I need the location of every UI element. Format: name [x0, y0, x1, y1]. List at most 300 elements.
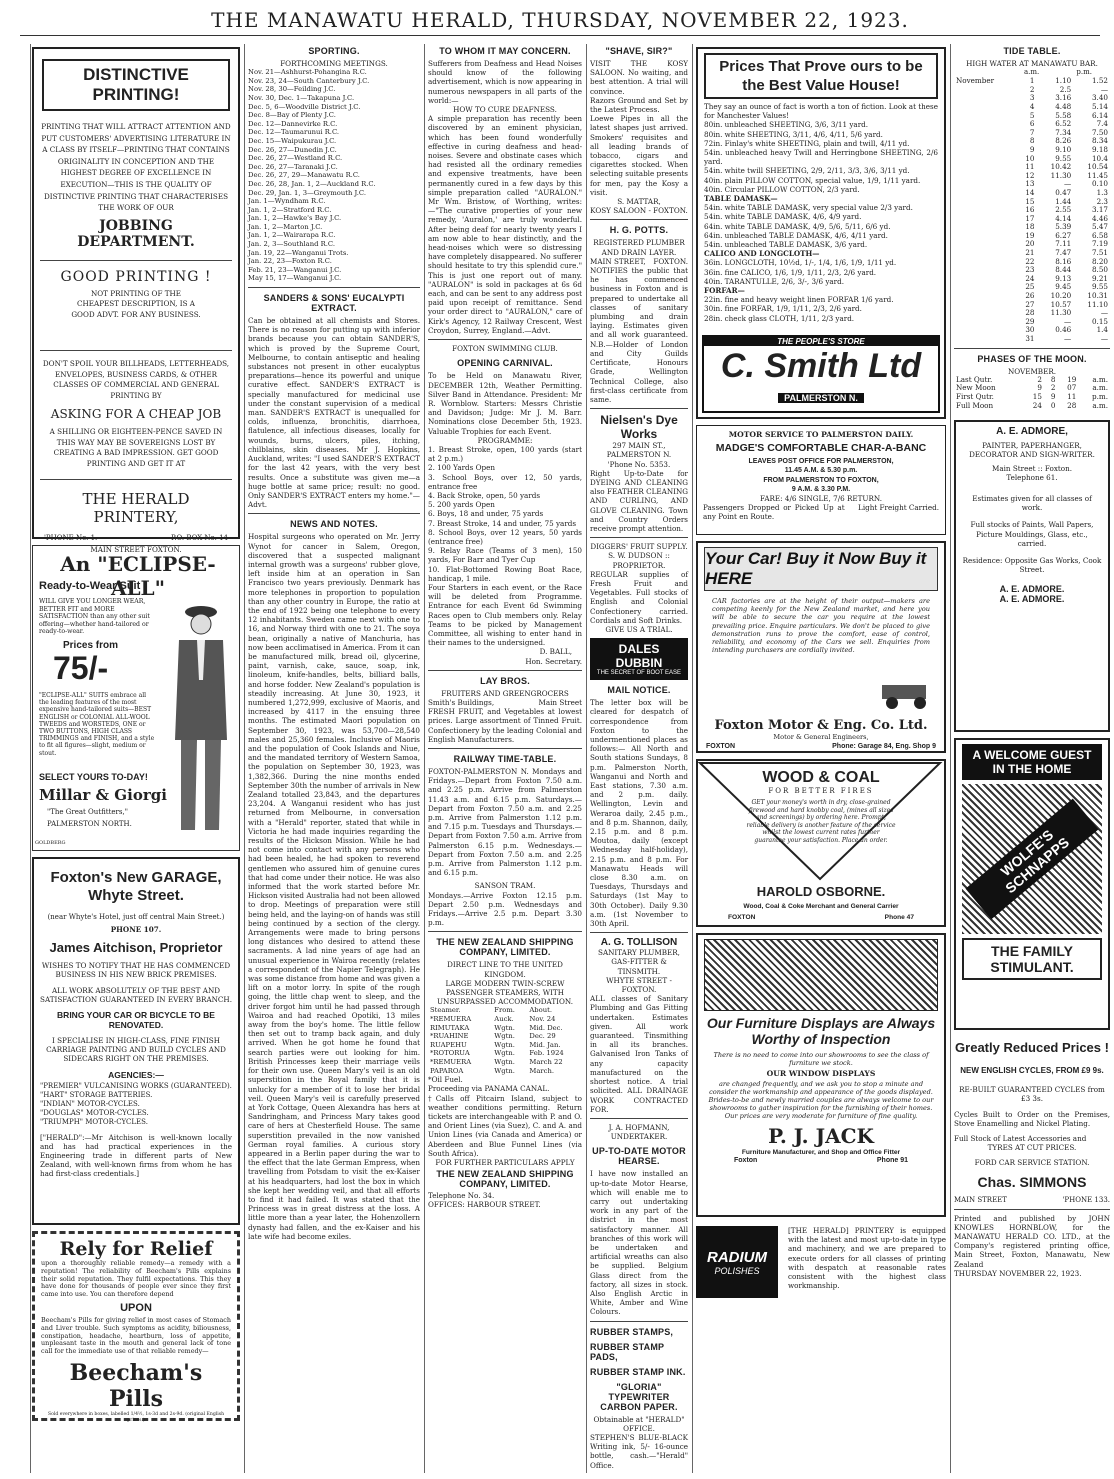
tide-spacer	[954, 275, 1017, 284]
pm-label: p.m.	[1076, 68, 1092, 77]
tide-day: 22	[1025, 256, 1035, 266]
tide-pm: —	[1100, 84, 1108, 94]
damask-item: 54in. white TABLE DAMASK, very special value 2/3 yard.	[704, 203, 913, 213]
how-heading: HOW TO CURE DEAFNESS.	[453, 105, 557, 115]
admore: A. E. ADMORE,	[996, 426, 1068, 438]
ship-from: Wgtn.	[494, 1023, 515, 1032]
eclipse-price: 75/-	[53, 650, 109, 686]
sanson-body: Mondays.—Arrive Foxton 12.15 p.m. Depart 2.50 p.m. Wednesdays and Fridays.—Arrive 2.5 p.m. Depart 3.30 p.m.	[428, 890, 582, 928]
osborne-phone: Phone 47	[884, 914, 914, 921]
rubber-ink: RUBBER STAMP INK.	[590, 1366, 686, 1377]
ship-from: Wgtn.	[494, 1032, 515, 1041]
hearse-body: I have now installed an up-to-date Motor Hearse, which will enable me to carry out undertaking work in any part of the district in the most satisfactory manner. All branches of this work will be undertaken and artificial wreaths can also be supplied. Belgium Glass direct from the factory, all sizes in stock. Also English Arctic in White, Amber and Wine Colours.	[590, 1169, 688, 1317]
ship-name: PAPAROA	[430, 1066, 464, 1075]
meeting-item: Jan. 1, 2—Wairarapa R.C.	[248, 231, 336, 240]
smith-buildings: Smith's Buildings,	[428, 698, 495, 707]
ships-table	[428, 1006, 582, 1075]
admore-sub: PAINTER, PAPERHANGER, DECORATOR AND SIGN-WRITER.	[969, 441, 1095, 460]
meeting-item: Nov. 30, Dec. 1—Takapuna J.C.	[248, 93, 355, 102]
tide-pm: 0.15	[1091, 316, 1108, 326]
potts-foxton: FOXTON.	[653, 256, 688, 266]
fare: FARE: 4/6 SINGLE, 7/6 RETURN.	[759, 494, 883, 504]
furniture-2: are changed frequently, and we ask you to stop a minute and consider the workmanship and appearance of the goods displayed. Brides-to-be and newly married couples are always welcome to our showrooms to gather inspiration for the furnishing of their homes. Our prices are very moderate for furniture of fine quality.	[708, 1080, 934, 1121]
news-heading: NEWS AND NOTES.	[290, 519, 378, 530]
tide-spacer	[954, 318, 1017, 327]
tide-day: 18	[1025, 222, 1035, 232]
simmons-street: MAIN STREET	[954, 1195, 1007, 1204]
potts: H. G. POTTS.	[609, 225, 669, 236]
meeting-item: Dec. 26, 27, 29—Manawatu R.C.	[248, 171, 360, 180]
tide-spacer	[954, 120, 1017, 129]
new-cycles: NEW ENGLISH CYCLES, FROM £9 9s.	[960, 1066, 1104, 1076]
give-trial: GIVE US A TRIAL.	[605, 624, 673, 634]
tide-am: 8.26	[1055, 136, 1072, 146]
meeting-item: Jan. 19, 22—Wanganui Trots.	[248, 248, 349, 257]
meeting-item: Jan. 1, 2—Stratford R.C.	[248, 205, 332, 214]
ship-date: March 22	[529, 1058, 563, 1067]
good-printing: GOOD PRINTING !	[60, 268, 212, 285]
programme: PROGRAMME:	[477, 435, 533, 445]
prices-intro: They say an ounce of fact is worth a ton of fiction. Look at these for Manchester Values!	[704, 102, 938, 121]
phases-heading: PHASES OF THE MOON.	[977, 353, 1087, 364]
tide-am: 10.57	[1050, 299, 1072, 309]
tide-day: 21	[1025, 248, 1035, 258]
tide-day: 9	[1029, 144, 1035, 154]
wolfes-ad	[954, 738, 1110, 1030]
tide-am: 10.42	[1050, 162, 1072, 172]
calico-item: 40in. TARANTULLE, 2/6, 3/-, 3/6 yard.	[704, 276, 844, 286]
jobbing: JOBBING DEPARTMENT.	[77, 217, 195, 250]
garage-phone: PHONE 107.	[110, 925, 162, 934]
ship-date: Feb. 1924	[529, 1049, 564, 1058]
tide-day: 28	[1025, 308, 1035, 318]
yourcar-banner: Your Car! Buy it Now Buy it HERE	[704, 547, 938, 591]
telephone: Telephone No. 34.	[428, 1191, 495, 1201]
meeting-item: Dec. 26, 27—Westland R.C.	[248, 154, 343, 163]
sheet-item: 80in. white SHEETING, 3/11, 4/6, 4/11, 5/6 yard.	[704, 129, 883, 139]
tide-spacer	[954, 240, 1017, 249]
tollison: A. G. TOLLISON	[600, 937, 678, 949]
tide-pm: 7.4	[1096, 119, 1108, 129]
tide-spacer	[954, 309, 1017, 318]
family-stimulant: THE FAMILY STIMULANT.	[962, 938, 1102, 980]
moon-cell: 9	[1037, 383, 1042, 393]
sheet-item: 80in. unbleached SHEETING, 3/6, 3/11 yard.	[704, 120, 869, 130]
fruit-body: FRESH FRUIT, and Vegetables at lowest prices. Large assortment of Tinned Fruit. Confectionery by the leading Colonial and English Manufacturers.	[428, 707, 582, 744]
herald-printery-note: [THE HERALD] PRINTERY is equipped with the latest and most up-to-date in type and machinery, and we are prepared to execute orders for all classes of printing with despatch at reasonable rates consistent with the highest class workmanship.	[788, 1226, 946, 1291]
stock-accessories: Full Stock of Latest Accessories and	[954, 1134, 1087, 1143]
fme-phone: Phone: Garage 84, Eng. Shop 9	[832, 743, 936, 750]
tide-pm: 9.55	[1091, 282, 1108, 292]
ship-date: March.	[529, 1066, 554, 1075]
moon-cell: 9	[1050, 392, 1056, 401]
tide-pm: 5.14	[1091, 101, 1108, 111]
window-displays: OUR WINDOW DISPLAYS	[766, 1069, 876, 1078]
ship-name: *REMUERA	[430, 1058, 472, 1067]
tide-am: —	[1064, 179, 1072, 189]
moon-cell: a.m.	[1092, 400, 1108, 410]
tide-day: 29	[1025, 316, 1035, 326]
meeting-item: Dec. 26, 27—Taranaki J.C.	[248, 162, 338, 171]
shave-body: VISIT THE KOSY SALOON. No waiting, and best attention. A trial will convince.	[590, 59, 688, 96]
bills-body: DON'T SPOIL YOUR BILLHEADS, LETTERHEADS, ENVELOPES, BUSINESS CARDS, & OTHER CLASSES OF COMMERCIAL AND GENERAL PRINTING BY	[42, 359, 230, 400]
moon-cell: 2	[1037, 374, 1042, 384]
garage-near: (near Whyte's Hotel, just off central Main Street.)	[47, 913, 225, 921]
meeting-item: Jan. 1—Wyndham R.C.	[248, 197, 326, 206]
damask-item: 54in. white TABLE DAMASK, 4/6, 4/9 yard.	[704, 212, 862, 222]
column-3	[428, 44, 582, 1473]
printing-title: DISTINCTIVE PRINTING!	[42, 59, 230, 111]
tide-am: 1.44	[1055, 196, 1072, 206]
mail-heading: MAIL NOTICE.	[607, 685, 671, 696]
tide-spacer	[954, 129, 1017, 138]
meeting-item: Dec. 29, Jan. 1, 3—Greymouth J.C.	[248, 188, 367, 197]
sanders-heading: SANDERS & SONS' EUCALYPTI EXTRACT.	[263, 293, 405, 314]
madge: MADGE'S COMFORTABLE CHAR-A-BANC	[715, 442, 927, 455]
tide-pm: 6.14	[1091, 110, 1108, 120]
furniture-1: There is no need to come into our showrooms to see the class of furniture we stock.	[713, 1051, 929, 1067]
peoples-store: THE PEOPLE'S STORE	[704, 337, 938, 346]
moon-cell: 11	[1067, 392, 1077, 401]
prices-from: Prices from	[63, 640, 119, 651]
meeting-item: May 15, 17—Wanganui J.C.	[248, 274, 342, 283]
ship-name: *REMUERA	[430, 1015, 472, 1024]
dales-dubbin: DALES DUBBIN	[615, 642, 663, 671]
moon-table	[954, 376, 1110, 410]
beechams-ad	[32, 1231, 240, 1421]
goldberg: GOLDBERG	[35, 840, 66, 846]
tide-spacer	[954, 266, 1017, 275]
tide-spacer	[954, 189, 1017, 198]
tide-day: 13	[1025, 179, 1035, 189]
meeting-item: Dec. 8—Bay of Plenty J.C.	[248, 111, 336, 120]
tide-pm: 6.58	[1091, 230, 1108, 240]
tide-pm: 2.3	[1096, 196, 1108, 206]
tide-pm: 7.51	[1091, 248, 1108, 258]
tide-pm: —	[1100, 334, 1108, 344]
tide-am: 4.14	[1055, 213, 1072, 223]
tide-am: 9.10	[1055, 144, 1072, 154]
carnival-heading: OPENING CARNIVAL.	[457, 358, 553, 369]
tide-spacer	[954, 146, 1017, 155]
relief-title: Rely for Relief	[59, 1238, 213, 1260]
eclipse-title: An "ECLIPSE-ALL"	[60, 552, 216, 600]
printery-phone: 'PHONE No. 1.	[44, 534, 98, 543]
passengers: Passengers Dropped or Picked Up at any Point en Route.	[703, 503, 845, 522]
kosy: KOSY SALOON - FOXTON.	[590, 206, 688, 216]
lay-heading: LAY BROS.	[480, 675, 530, 686]
tide-day: 17	[1025, 213, 1035, 223]
tide-spacer	[954, 283, 1017, 292]
meeting-item: Dec. 12—Dannevirke R.C.	[248, 119, 338, 128]
forfar-item: 30in. fine FORFAR, 1/9, 1/11, 2/3, 2/6 yard.	[704, 304, 862, 314]
rubber-pads: RUBBER STAMP PADS,	[590, 1341, 665, 1362]
tide-spacer	[954, 155, 1017, 164]
admore-ad	[954, 420, 1110, 732]
agency-item: "TRIUMPH" MOTOR-CYCLES.	[40, 1117, 148, 1126]
tide-spacer	[954, 94, 1017, 103]
event-item: 4. Back Stroke, open, 50 yards	[428, 490, 541, 500]
from-palm: FROM PALMERSTON TO FOXTON,	[763, 476, 879, 484]
eclipse-body-2: "ECLIPSE-ALL" SUITS embrace all the leading features of the most expensive hand-tailored suits—BEST ENGLISH or COLONIAL ALL-WOOL TWEEDS and WORSTEDS, ONE or TWO BUTTONS, HIGH CLASS TRIMMINGS and FINISH, and a style to fit all figures—slight, medium or stout.	[39, 692, 155, 757]
madge-ad	[696, 425, 946, 535]
mattar: S. MATTAR,	[617, 197, 661, 207]
tide-spacer	[954, 326, 1017, 335]
osborne: HAROLD OSBORNE.	[756, 884, 886, 899]
radium: RADIUM	[707, 1248, 767, 1266]
ship-from: Auck.	[494, 1015, 514, 1024]
dudson: S. W. DUDSON :: PROPRIETOR.	[608, 551, 670, 570]
moon-cell: 28	[1067, 400, 1077, 410]
nzsc-2: THE NEW ZEALAND SHIPPING COMPANY, LIMITED.	[436, 1169, 574, 1190]
calico-item: 36in. fine CALICO, 1/6, 1/9, 1/11, 2/3, 2/6 yard.	[704, 267, 877, 277]
meeting-item: Nov. 28, 30—Feilding J.C.	[248, 85, 336, 94]
simmons-phone: 'PHONE 133.	[1062, 1195, 1110, 1204]
admore-street: Main Street :: Foxton.	[991, 463, 1073, 473]
wolfes-illustration	[962, 784, 1102, 934]
event-item: 10. Flat-Bottomed Rowing Boat Race, handicap, 1 mile.	[428, 564, 582, 583]
mail-body: The letter box will be cleared for despatch of correspondence from Foxton to the undermentioned places as follows:— All North and South stations Sundays, 8 p.m. Palmerston North, Wanganui and North and East stations, 7.30 a.m. and 2 p.m. daily. Wellington, Levin and Weraroa daily, 2.45 p.m., and 8 p.m. Shannon, daily, 2.15 p.m. and 8 p.m. Moutoa, daily (except Wednesday half-holiday), 2.15 p.m. and 8 p.m. For Manawatu Heads will close 8.30 a.m. on Tuesdays, Thursdays and Saturdays (1st May to 30th October). Daily 9.30 a.m. (1st November to 30th April.	[590, 698, 688, 929]
moon-cell: a.m.	[1092, 374, 1108, 384]
ships-head: About.	[529, 1006, 553, 1015]
cheap-job: ASKING FOR A CHEAP JOB	[50, 407, 222, 422]
meetings-list	[248, 68, 420, 283]
rebuilt: RE-BUILT GUARANTEED CYCLES from £3 3s.	[959, 1085, 1105, 1104]
column-6	[954, 44, 1110, 1473]
tide-spacer	[954, 301, 1017, 310]
tide-spacer	[954, 112, 1017, 121]
stephens: STEPHEN'S BLUE-BLACK Writing ink, 5/- 16-ounce bottle, cash.—"Herald" Office.	[590, 1432, 688, 1470]
sanders-body: Can be obtained at all chemists and Stores. There is no reason for putting up with inferior brands because you can obtain SANDER'S, which is proved by the Supreme Court, Melbourne, to contain antiseptic and healing substances not present in other eucalyptus preparations—hence its powerful and unique curative effect. SANDER'S EXTRACT is specially manufactured for medicinal use under the constant supervision of a medical man. SANDER'S EXTRACT is unequalled for colds, influenza, bronchitis, diarrhoea, flatulence, all infectious diseases, locally for wounds, burns, ulcers, piles, itching, chilblains, skin diseases. Mr J. Hopkins, Auckland, writes: "I used SANDER'S EXTRACT for the last 42 years, with the very best results. Once a substitute was given me—a huge bottle at same price; result: no good. Only SANDER'S EXTRACT enters my home."—Advt.	[248, 316, 420, 510]
csmith-name: C. Smith Ltd	[720, 347, 922, 385]
shave-heading: "SHAVE, SIR?"	[605, 46, 673, 56]
tide-day: 8	[1029, 136, 1035, 146]
tide-am: 9.13	[1055, 273, 1072, 283]
tide-am: 3.16	[1055, 93, 1072, 103]
agency-item: "PREMIER" VULCANISING WORKS (GUARANTEED).	[40, 1081, 232, 1090]
meeting-item: Dec. 12—Taumarunui R.C.	[248, 128, 340, 137]
plumber: REGISTERED PLUMBER AND DRAIN LAYER.	[593, 238, 685, 257]
moon-cell: 2	[1050, 383, 1056, 393]
swim-heading: FOXTON SWIMMING CLUB.	[452, 344, 558, 354]
november: NOVEMBER.	[1007, 366, 1057, 376]
tide-pm: 10.31	[1087, 291, 1108, 301]
tide-pm: 3.17	[1091, 205, 1108, 215]
tide-day: 4	[1029, 101, 1035, 111]
tide-am: 4.48	[1055, 101, 1072, 111]
car-body: CAR factories are at the height of their output—makers are competing keenly for the New Zealand market, and here you will be able to secure the car you require at the lowest prevailing price. Enquire particulars. We don't be placed to give demonstration runs to prove the comfort, ease of control, reliability, and economy of the Cars we sell. Enquiries from intending purchasers are cordially invited.	[712, 597, 930, 655]
tide-am: 5.58	[1055, 110, 1072, 120]
pj-jack: P. J. JACK	[768, 1124, 874, 1149]
pipes: Loewe Pipes in all the latest shapes just arrived. Smokers' requisites and all leading brands of tobacco, cigars and cigarettes stocked. When selecting suitable presents for men, pay the Kosy a visit.	[590, 114, 688, 197]
meeting-item: Jan. 1, 2—Hawke's Bay J.C.	[248, 214, 342, 223]
tide-day: 3	[1029, 93, 1035, 103]
tide-day: 14	[1025, 187, 1035, 197]
relief-body: upon a thoroughly reliable remedy—a remedy with a reputation! The reliability of Beecham's Pills explains their solid reputation. They fulfil expectations. This they have done for thousands of people ever since they first came into use. You can therefore depend	[41, 1259, 231, 1299]
moon-cell: a.m.	[1092, 383, 1108, 393]
bottom-row	[696, 1223, 946, 1301]
cycles-body: Cycles Built to Order on the Premises, Stove Enamelling and Nickel Plating.	[954, 1109, 1110, 1128]
ford-service: FORD CAR SERVICE STATION.	[974, 1158, 1090, 1168]
ship-name: *RUAHINE	[430, 1032, 469, 1041]
meeting-item: Dec. 26, 28, Jan. 1, 2—Auckland R.C.	[248, 179, 376, 188]
tide-am: 10.20	[1050, 291, 1072, 301]
ships-note: †Calls off Pitcairn Island, subject to weather conditions permitting. Return tickets are interchangeable with P. and O. and Orient Lines (via Suez), C. and A. and Union Lines (via Canada and America) or Aberdeen and Blue Funnel Lines (via South Africa).	[428, 1093, 582, 1158]
csmith-ad	[696, 47, 946, 419]
fme-place: FOXTON	[706, 743, 736, 750]
calico-item: 36in. LONGCLOTH, 10½d, 1/-, 1/4, 1/6, 1/9, 1/11 yd.	[704, 258, 897, 268]
rail-heading: RAILWAY TIME-TABLE.	[453, 754, 557, 765]
moon-cell: First Qutr.	[956, 392, 994, 401]
ship-from: Wgtn.	[494, 1049, 515, 1058]
fme-name: Foxton Motor & Eng. Co. Ltd.	[714, 718, 928, 733]
tide-spacer	[954, 86, 1017, 95]
moon-cell: 0	[1050, 400, 1056, 410]
tide-am: 0.46	[1055, 325, 1072, 335]
tide-spacer	[954, 215, 1017, 224]
event-item: 7. Breast Stroke, 14 and under, 75 yards	[428, 518, 577, 528]
large-modern: LARGE MODERN TWIN-SCREW PASSENGER STEAMERS, WITH UNSURPASSED ACCOMMODATION.	[436, 978, 573, 1007]
main-street: Main Street	[538, 698, 582, 707]
leaves-times: 11.45 A.M. & 5.30 p.m.	[784, 467, 858, 475]
sanson-heading: SANSON TRAM.	[474, 881, 536, 891]
razors: Razors Ground and Set by the Latest Process.	[590, 95, 688, 115]
oil-fuel: *Oil Fuel.	[428, 1075, 463, 1085]
tide-day: 1	[1029, 76, 1035, 86]
meeting-item: Dec. 26, 27—Dunedin J.C.	[248, 145, 337, 154]
tide-day: 10	[1025, 153, 1035, 163]
tide-pm: 9.21	[1091, 273, 1108, 283]
tide-am: 7.47	[1055, 248, 1072, 258]
agency-item: "HART" STORAGE BATTERIES.	[40, 1090, 153, 1099]
cheap-body: A SHILLING OR EIGHTEEN-PENCE SAVED IN THIS WAY MAY BE SOVEREIGNS LOST BY CREATING A BAD IMPRESSION. GET GOOD PRINTING AND GET IT AT	[49, 427, 223, 468]
osborne-place: FOXTON	[728, 914, 756, 921]
furniture-illustration	[704, 939, 938, 1011]
damask-list	[704, 203, 938, 249]
tide-spacer	[954, 198, 1017, 207]
reduced-prices: Greatly Reduced Prices !	[955, 1040, 1109, 1056]
calico: CALICO AND LONGCLOTH—	[704, 249, 820, 259]
tide-am: 0.47	[1055, 187, 1072, 197]
column-5	[696, 44, 946, 1473]
tide-pm: 10.54	[1087, 162, 1108, 172]
car-illustration	[876, 677, 936, 711]
offices: OFFICES: HARBOUR STREET.	[428, 1200, 541, 1210]
hofmann: J. A. HOFMANN, UNDERTAKER.	[608, 1122, 670, 1142]
ships-head: From.	[494, 1006, 515, 1015]
garage-ad	[32, 857, 240, 1225]
fme-sub: Motor & General Engineers,	[773, 733, 869, 741]
wolfes-name: WOLFE'S SCHNAPPS	[966, 799, 1099, 920]
nielsen-body: Right Up-to-Date for DYEING AND CLEANING also FEATHER CLEANING AND CURLING, AND GLOVE CLEANING. Town and Country Orders receive prompt attention.	[590, 468, 688, 533]
ship-date: Mid. Jan.	[529, 1040, 561, 1049]
garage-note: ["HERALD":—Mr Aitchison is well-known locally and has had practical experiences in the Engineering trade in different parts of New Zealand, with well-known firms from whom he has had first-class credentials.]	[40, 1132, 232, 1179]
tide-pm: —	[1100, 308, 1108, 318]
herald-printery: THE HERALD PRINTERY,	[82, 490, 190, 527]
stocks: Full stocks of Paints, Wall Papers, Picture Mouldings, Glass, etc., carried.	[970, 520, 1094, 548]
tide-spacer	[954, 172, 1017, 181]
printery-street: MAIN STREET FOXTON.	[90, 545, 182, 555]
news-body: Hospital surgeons who operated on Mr. Jerry Wynot for cancer in Salem, Oregon, discovered that a suspected malignant internal growth was a surgeons' rubber glove, left inside him at an operation in San Francisco two years previously. Denmark has more telephones in proportion to population than any other country in Europe, the ratio at the end of 1922 being one telephone to every 12 inhabitants. Sweden came next with one to 16, and Norway third with one to 21. The soya bean, originally a native of Manchuria, has now been acclimatised in America. From it can be manufactured milk, bread oil, glycerine, paint, varnish, cake, sauce, soap, ink, linoleum, knife-handles, belts, billiard balls, and horse fodder. New Zealand's population is steadily increasing. At June 30, 1923, it numbered 1,272,999, exclusive of Maoris, and increased by 4117 in the ensuing three months. The estimated Maori population on September 30, 1923, was 53,700—28,540 males and 25,360 females. Inclusive of Maoris and the population of Cook Islands and Niue, and the mandated territory of Western Samoa, the population on September 30, 1923, was 1,382,366. During the nine months ended September 30th the number of arrivals in New Zealand totalled 23,843, and the departures 23,204. A Wanganui resident who has just returned from Melbourne, in conversation with a "Herald" reporter, stated that while in Victoria he had made inquiries regarding the results of the Hickson Mission. While he had not come into contact with any persons who had been healed, he had spoken to reverend gentlemen who assured him of genuine cures that had come under their notice. He was also informed that the work started before Mr. Hickson visited Australia had not been allowed to drop. Meetings of preparation were still being held, and the laying-on of hands was still being continued by a section of the clergy. Arrangements were made to bring persons long distances who desired to attend these sacraments. A lad nine years of age had an unusual experience in Wairoa recently (relates a correspondent of the Napier Telegraph). He was some distance from home and was given a lift on a motor lorry. In spite of the rough going, the little chap went to sleep, and the driver forgot him until he had passed through Wairoa and had reached Opotiki, 13 miles away from the boy's home. The little fellow then set out to tramp back again, and duly arrived. When he got home he found that search parties were out looking for him. British Princesses keep their marriage veils for their own use. Queen Mary's veil is an old superstition in the Royal family that it is unlucky for a member of it to lose her bridal veil. Queen Mary's veil is carefully preserved at York Cottage, Queen Alexandra has hers at Sandringham, and Princess Mary takes good care of hers at Chesterfield House. The same superstition prevailed in the now vanished German royal families. A curious story appeared in a Berlin paper during the war to the effect that the late German Empress, when travelling from Potsdam to visit the ex-Kaiser at his headquarters, had lost the box in which she kept her wedding veil, and that all efforts to find it had failed. It was stated that the Princess was in great distress at the loss. A little more than a year later, the Hohenzollern dynasty had fallen, and the ex-Kaiser and his late wife had become exiles.	[248, 532, 420, 1241]
distinctive-printing-ad	[32, 47, 240, 555]
garage-title: Foxton's New GARAGE, Whyte Street.	[50, 869, 222, 904]
better-fires: FOR BETTER FIRES	[768, 787, 874, 795]
tide-pm: 0.10	[1091, 179, 1108, 189]
ship-date: Dec. 29	[529, 1032, 556, 1041]
column-2	[248, 44, 420, 1473]
tide-pm: 9.18	[1091, 144, 1108, 154]
diggers: DIGGERS' FRUIT SUPPLY.	[590, 542, 688, 552]
whyte-st: WHYTE STREET - FOXTON.	[606, 975, 672, 995]
column-4	[590, 44, 688, 1473]
tide-pm: 8.20	[1091, 256, 1108, 266]
tide-am: 2.55	[1055, 205, 1072, 215]
fruiters: FRUITERS AND GREENGROCERS	[441, 688, 569, 698]
admore-2: A. E. ADMORE.	[999, 584, 1065, 595]
furniture-title: Our Furniture Displays are Always Worthy of Inspection	[706, 1015, 936, 1047]
how-body: A simple preparation has recently been discovered by an eminent physician, which has been found wonderfully effective in curing deafness and head-noises. Severe and obstinate cases which had resisted all the ordinary remedies and expensive treatments, have been permanently cured in a few days by this simple preparation called "AURALON." Mr Wm. Bristow, of Worthing, writes:—"The curative properties of your new remedy, 'Auralon,' are truly wonderful. After being deaf for nearly twenty years I am now able to hear distinctly, and the head-noises which were so distressing have completely disappeared. No sufferer should hesitate to try this splendid cure." This is just one report out of many. "AURALON" is sold in packages at 6s 6d each, and can be sent to any address post paid upon receipt of remittance. Send your order direct to "AURALON," care of Kirk's Agency, 12 Railway Crescent, West Croydon, Surrey, England.—Advt.	[428, 114, 582, 335]
eclipse-ad	[32, 545, 240, 851]
high-water: HIGH WATER AT MANAWATU BAR.	[966, 59, 1098, 68]
relief-body-2: Beecham's Pills for giving relief in most cases of Stomach and Liver trouble. Such symptoms as acidity, biliousness, constipation, headache, heartburn, loss of appetite, unpleasant taste in the mouth and general lack of tone call for the immediate use of that reliable remedy—	[41, 1315, 231, 1356]
forfar: FORFAR—	[704, 286, 745, 296]
osborne-ad	[696, 759, 946, 927]
nzsc-heading: THE NEW ZEALAND SHIPPING COMPANY, LIMITED.	[436, 937, 574, 958]
upon: UPON	[120, 1301, 152, 1314]
ball: D. BALL,	[539, 647, 572, 657]
carnival-body: To be Held on Manawatu River, DECEMBER 12th, Weather Permitting. Silver Band in Attendance. President: Mr R. Wornblow. Starters: Messrs Christie and Davidson; Judge: Mr J. M. Barr. Nominations close December 5th, 1923. Valuable Trophies for each Event.	[428, 371, 582, 436]
select-today: SELECT YOURS TO-DAY!	[39, 772, 148, 782]
good-body: NOT PRINTING OF THE CHEAPEST DESCRIPTION, IS A GOOD ADVT. FOR ANY BUSINESS.	[71, 288, 201, 319]
polishes: POLISHES	[714, 1265, 760, 1276]
tide-day: 27	[1025, 299, 1035, 309]
tide-pm: 11.45	[1087, 170, 1108, 180]
meeting-item: Dec. 5, 6—Woodville District J.C.	[248, 102, 361, 111]
event-item: 5. 200 yards Open	[428, 500, 495, 510]
tide-day: 11	[1025, 162, 1035, 172]
ship-from: Wgtn.	[494, 1066, 515, 1075]
tide-day: 31	[1025, 334, 1035, 344]
tide-day: 7	[1029, 127, 1035, 137]
sporting-heading: SPORTING.	[308, 46, 360, 56]
hearse: UP-TO-DATE MOTOR HEARSE.	[592, 1146, 686, 1167]
suited-man-illustration	[161, 590, 237, 840]
beechams-pills: Beecham's Pills	[69, 1359, 203, 1412]
printery-pobox: P.O. BOX No. 14	[171, 534, 228, 543]
tide-pm: 7.19	[1091, 239, 1108, 249]
tide-day: 2	[1029, 84, 1035, 94]
welcome-guest: A WELCOME GUEST IN THE HOME	[962, 744, 1102, 780]
palmerston-north: PALMERSTON NORTH.	[47, 820, 132, 828]
tide-heading: TIDE TABLE.	[1003, 46, 1061, 56]
moon-cell: 8	[1050, 374, 1056, 384]
tollison-sub: SANITARY PLUMBER, GAS-FITTER & TINSMITH.	[598, 948, 680, 976]
forthcoming: FORTHCOMING MEETINGS.	[280, 59, 388, 68]
beechams-small: Sold everywhere in boxes, labelled 1/4½, 1s-3d and 2s-9d. (original English prices.)	[47, 1411, 225, 1423]
damask-item: 54in. unbleached TABLE DAMASK, 3/6 yard.	[704, 240, 868, 250]
forfar-list	[704, 295, 938, 323]
tide-table	[954, 77, 1110, 343]
meeting-item: Jan. 1, 2—Marton J.C.	[248, 222, 323, 231]
tide-day: 19	[1025, 230, 1035, 240]
tide-spacer	[954, 137, 1017, 146]
meeting-item: Jan. 22, 23—Foxton R.C.	[248, 257, 332, 266]
moon-cell: p.m.	[1092, 392, 1108, 401]
ship-name: RIMUTAKA	[430, 1023, 470, 1032]
tide-day: 26	[1025, 291, 1035, 301]
agency-item: "INDIAN" MOTOR-CYCLES.	[40, 1099, 140, 1108]
meeting-item: Nov. 23, 24—South Canterbury J.C.	[248, 76, 370, 85]
